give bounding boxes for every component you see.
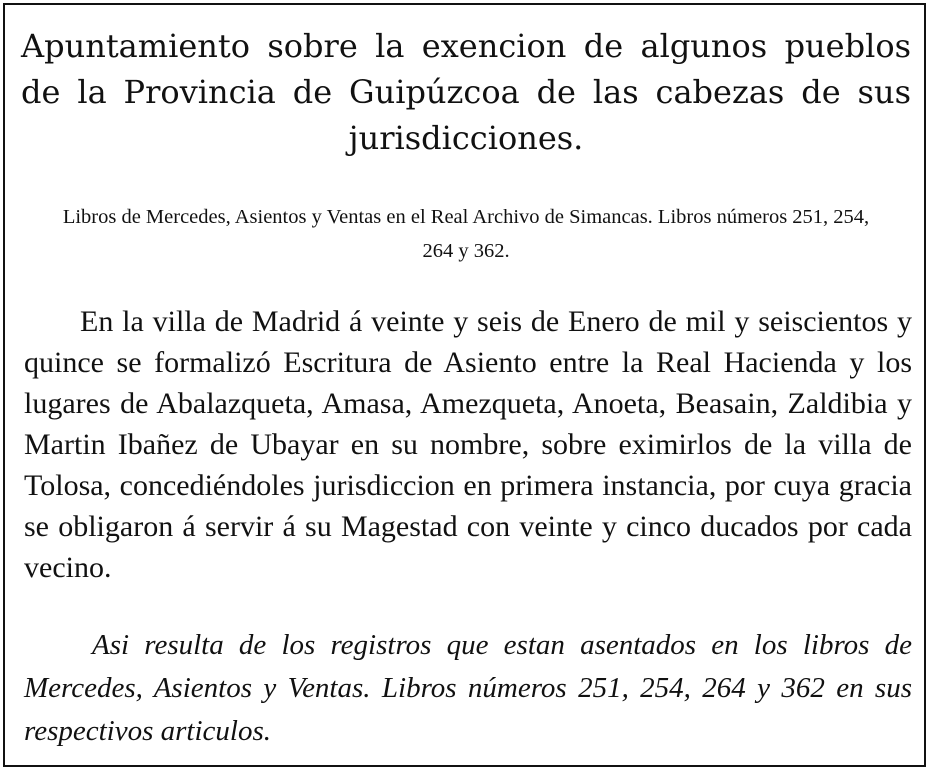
body-paragraph: En la villa de Madrid á veinte y seis de Enero de mil y seiscientos y quince se formalizó Escritura de Asiento entre la Real Hacienda y los lugares de Abalazqueta, Amasa, Amezqueta, Anoeta, Beasain, Zaldibia y Martin Ibañez de Ubayar en su nombre, sobre eximirlos de la villa de Tolosa, concediéndoles jurisdiccion en primera instancia, por cuya gracia se obligaron á servir á su Magestad con veinte y cinco ducados por cada vecino. (24, 305, 912, 584)
closing-note: Asi resulta de los registros que estan asentados en los libros de Mercedes, Asientos y Ventas. Libros números 251, 254, 264 y 362 en sus respectivos articulos. (24, 629, 912, 747)
document-title: Apuntamiento sobre la exencion de algunos pueblos de la Provincia de Guipúzcoa de las cabezas de sus jurisdicciones. (21, 27, 911, 157)
source-reference: Libros de Mercedes, Asientos y Ventas en el Real Archivo de Simancas. Libros números 251, 254, 264 y 362. (62, 206, 870, 262)
document-page (3, 3, 926, 767)
